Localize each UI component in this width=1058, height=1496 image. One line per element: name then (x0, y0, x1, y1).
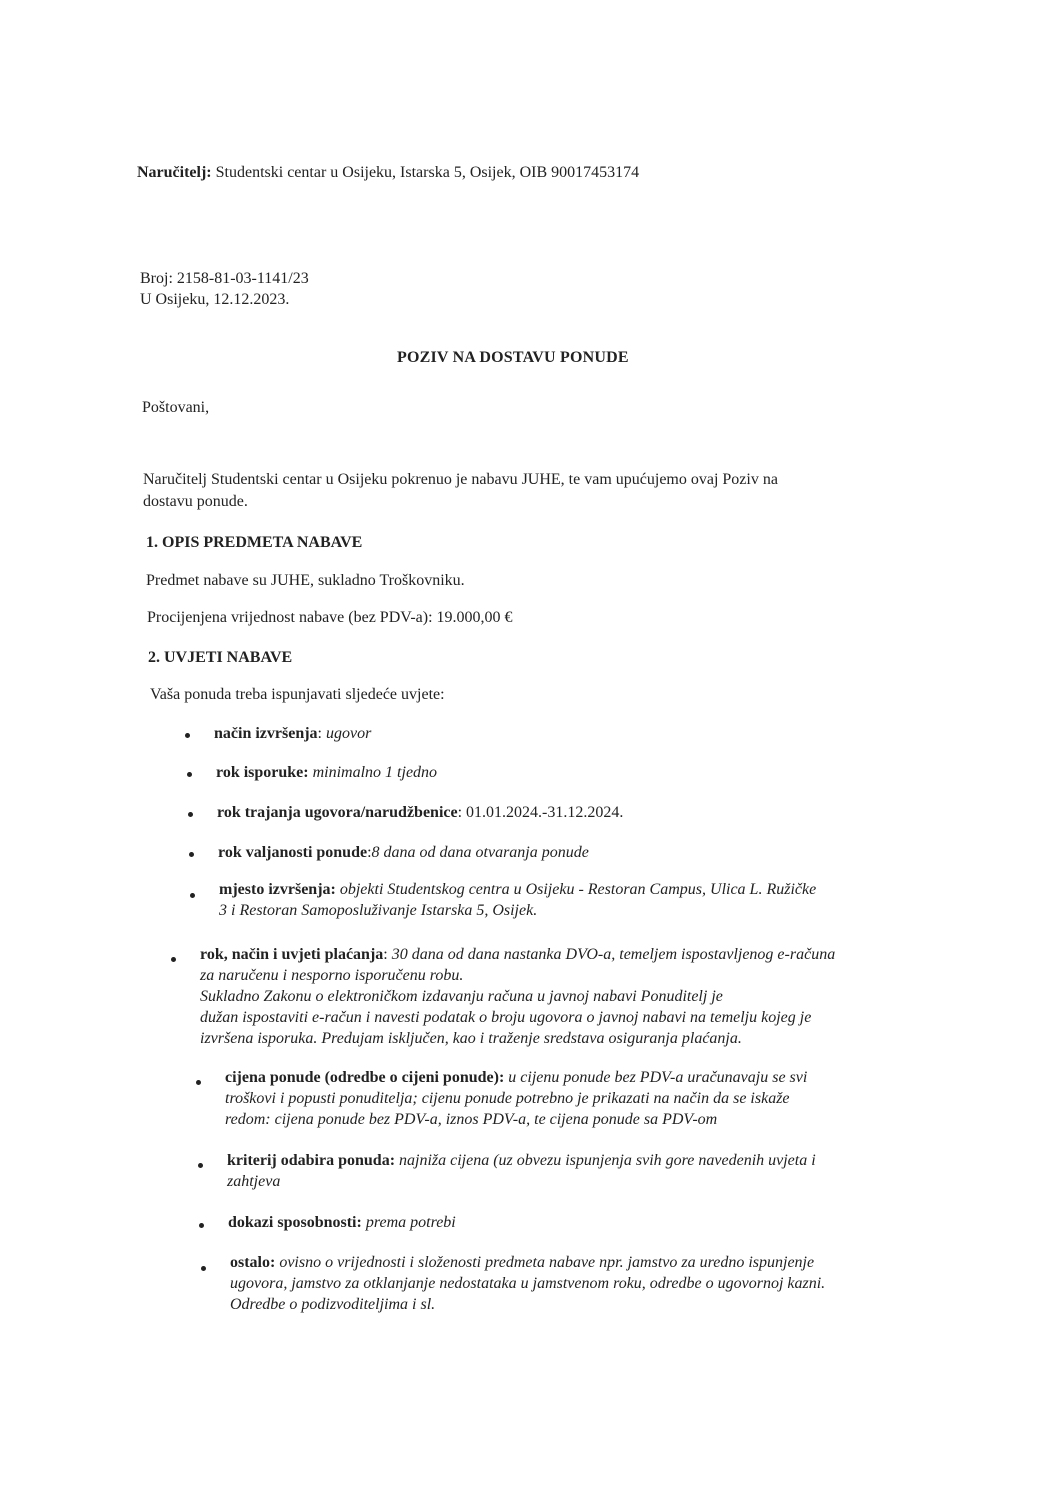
condition-item (225, 1067, 807, 1130)
condition-label: rok, način i uvjeti plaćanja (200, 946, 384, 963)
condition-value-line: 3 i Restoran Samoposluživanje Istarska 5, Osijek. (219, 902, 538, 919)
bullet-icon (187, 772, 192, 777)
intro-line-2: dostavu ponude. (143, 493, 248, 510)
condition-item (227, 1150, 816, 1192)
condition-value-line: troškovi i popusti ponuditelja; cijenu ponude potrebno je prikazati na način da se iskaže (225, 1090, 790, 1107)
condition-sep: : (457, 804, 467, 821)
bullet-icon (190, 893, 195, 898)
condition-item (200, 944, 835, 1049)
bullet-icon (189, 852, 194, 857)
condition-value: objekti Studentskog centra u Osijeku - Restoran Campus, Ulica L. Ružičke (339, 881, 817, 898)
condition-value: prema potrebi (365, 1214, 456, 1231)
condition-value: 30 dana od dana nastanka DVO-a, temeljem ispostavljenog e-računa (391, 946, 836, 963)
condition-value-line: dužan ispostaviti e-račun i navesti podatak o broju ugovora o javnoj nabavi na temelju kojeg je (200, 1009, 812, 1026)
condition-value-line: ugovora, jamstvo za otklanjanje nedostataka u jamstvenom roku, odredbe o ugovornoj kazni. (230, 1275, 826, 1292)
intro-line-1: Naručitelj Studentski centar u Osijeku pokrenuo je nabavu JUHE, te vam upućujemo ovaj Poziv na (143, 471, 778, 488)
condition-label: rok isporuke: (216, 764, 309, 781)
condition-label: mjesto izvršenja: (219, 881, 336, 898)
estimated-value: Procijenjena vrijednost nabave (bez PDV-a): 19.000,00 € (147, 609, 513, 626)
place-date: U Osijeku, 12.12.2023. (140, 291, 290, 308)
condition-label: kriterij odabira ponuda: (227, 1152, 396, 1169)
condition-value: minimalno 1 tjedno (312, 764, 438, 781)
bullet-icon (196, 1080, 201, 1085)
condition-value: ovisno o vrijednosti i složenosti predmeta nabave npr. jamstvo za uredno ispunjenje (279, 1254, 815, 1271)
condition-label: rok valjanosti ponude (218, 844, 368, 861)
bullet-icon (185, 733, 190, 738)
condition-value-line: izvršena isporuka. Predujam isključen, kao i traženje sredstava osiguranja plaćanja. (200, 1030, 742, 1047)
condition-value-line: za naručenu i nesporno isporučenu robu. (200, 967, 464, 984)
condition-item (218, 842, 589, 863)
condition-value-line: Odredbe o podizvoditeljima i sl. (230, 1296, 436, 1313)
section-1-heading: 1. OPIS PREDMETA NABAVE (146, 534, 363, 551)
condition-item (214, 723, 371, 744)
bullet-icon (199, 1223, 204, 1228)
bullet-icon (201, 1266, 206, 1271)
bullet-icon (198, 1163, 203, 1168)
condition-value-line: Sukladno Zakonu o elektroničkom izdavanju računa u javnoj nabavi Ponuditelj je (200, 988, 723, 1005)
condition-value: 8 dana od dana otvaranja ponude (371, 844, 589, 861)
condition-value: u cijenu ponude bez PDV-a uračunavaju se svi (508, 1069, 808, 1086)
condition-label: cijena ponude (odredbe o cijeni ponude): (225, 1069, 505, 1086)
client-line (137, 162, 639, 183)
condition-label: rok trajanja ugovora/narudžbenice (217, 804, 458, 821)
client-label: Naručitelj: (137, 164, 212, 181)
condition-item (217, 802, 623, 823)
condition-value: 01.01.2024.-31.12.2024. (466, 804, 624, 821)
condition-label: način izvršenja (214, 725, 318, 742)
condition-value: najniža cijena (uz obvezu ispunjenja svih gore navedenih uvjeta i (399, 1152, 816, 1169)
client-text: Studentski centar u Osijeku, Istarska 5, Osijek, OIB 90017453174 (215, 164, 640, 181)
condition-item (228, 1212, 456, 1233)
bullet-icon (188, 812, 193, 817)
condition-item (230, 1252, 825, 1315)
condition-sep: : (383, 946, 392, 963)
condition-label: ostalo: (230, 1254, 276, 1271)
page-title: POZIV NA DOSTAVU PONUDE (397, 349, 629, 366)
greeting: Poštovani, (142, 399, 210, 416)
condition-label: dokazi sposobnosti: (228, 1214, 362, 1231)
condition-item (219, 879, 816, 921)
condition-sep: : (317, 725, 326, 742)
reference-number: Broj: 2158-81-03-1141/23 (140, 270, 309, 287)
condition-value: ugovor (326, 725, 372, 742)
condition-item (216, 762, 437, 783)
bullet-icon (171, 957, 176, 962)
condition-value-line: redom: cijena ponude bez PDV-a, iznos PDV-a, te cijena ponude sa PDV-om (225, 1111, 718, 1128)
condition-value-line: zahtjeva (227, 1173, 281, 1190)
section-2-heading: 2. UVJETI NABAVE (148, 649, 293, 666)
conditions-lead: Vaša ponuda treba ispunjavati sljedeće uvjete: (150, 686, 445, 703)
condition-sep: : (367, 844, 372, 861)
subject-text: Predmet nabave su JUHE, sukladno Troškovniku. (146, 572, 465, 589)
